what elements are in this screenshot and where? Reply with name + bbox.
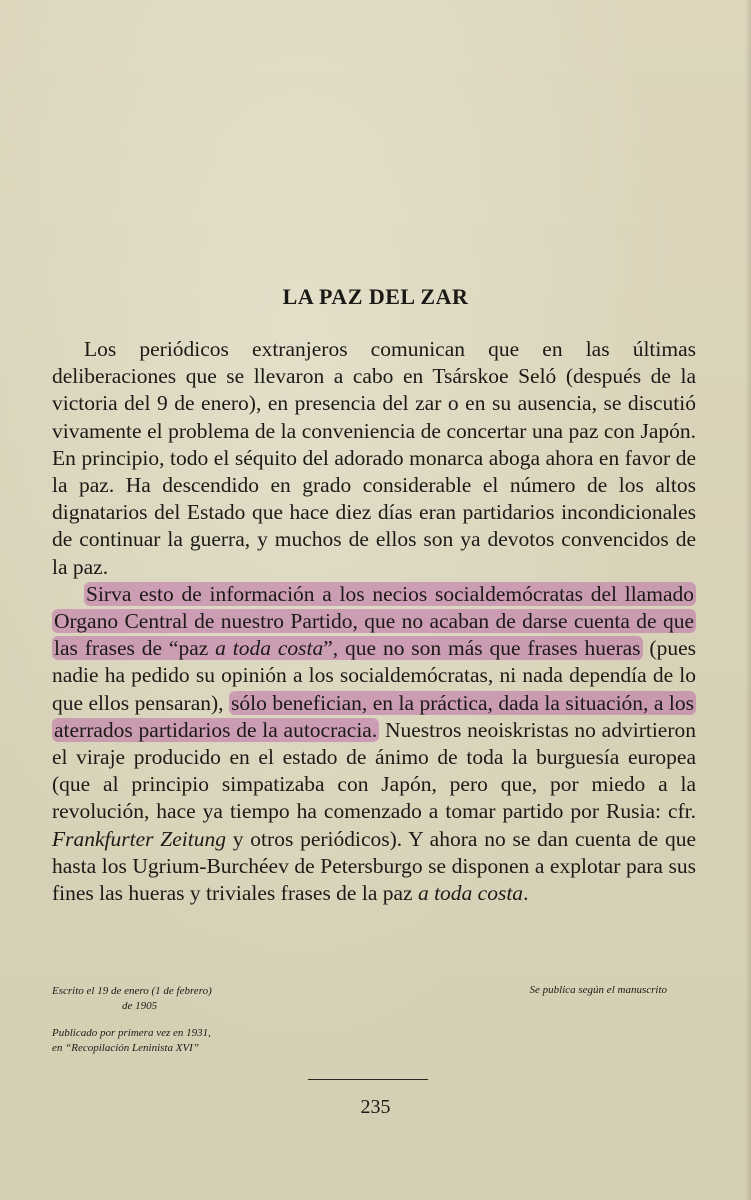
footnote-source: Se publica según el manuscrito	[529, 984, 667, 996]
footer-rule	[308, 1079, 428, 1080]
footnote-line: de 1905	[122, 1000, 158, 1012]
highlight-2: sólo benefician, en la práctica, dada la situación, a los aterrados partidarios de la autocracia.	[54, 690, 695, 742]
footnote-line: Publicado por primera vez en 1931,	[52, 1027, 211, 1039]
highlight-1: Sirva esto de información a los necios socialdemócratas del llamado Organo Central de nuestro Partido, que no acaban de darse cuenta de que las frases de “paz a toda costa”, que no son más que frases hueras	[54, 581, 694, 661]
paragraph-2: Sirva esto de información a los necios socialdemócratas del llamado Organo Central de nuestro Partido, que no acaban de darse cuenta de que las frases de “paz a toda costa”, que no son más que frases hueras (pues nadie ha pedido su opinión a los socialdemócratas, ni nada dependía de lo que ellos pensaran), sólo benefician, en la práctica, dada la situación, a los aterrados partidarios de la autocracia. Nuestros neoiskristas no advirtieron el viraje producido en el estado de ánimo de toda la burguesía europea (que al principio simpatizaba con Japón, pero que, por miedo a la revolución, hace ya tiempo ha comenzado a tomar partido por Rusia: cfr. Frankfurter Zeitung y otros periódicos). Y ahora no se dan cuenta de que hasta los Ugrium-Burchéev de Petersburgo se disponen a explotar para sus fines las hueras y triviales frases de la paz a toda costa.	[52, 581, 697, 906]
page-number: 235	[360, 1096, 391, 1118]
chapter-title: LA PAZ DEL ZAR	[282, 284, 469, 309]
paragraph-1: Los periódicos extranjeros comunican que en las últimas deliberaciones que se llevaron a cabo en Tsárskoe Seló (después de la victoria del 9 de enero), en presencia del zar o en su ausencia, se discutió vivamente el problema de la conveniencia de concertar una paz con Japón. En principio, todo el séquito del adorado monarca aboga ahora en favor de la paz. Ha descendido en grado considerable el número de los altos dignatarios del Estado que hace diez días eran partidarios incondicionales de continuar la guerra, y muchos de ellos son ya devotos convencidos de la paz.	[52, 337, 696, 579]
footnote-line: en “Recopilación Leninista XVI”	[52, 1042, 199, 1054]
footnote-writing-info	[52, 984, 212, 1056]
body-text	[52, 336, 696, 907]
footnote-line: Escrito el 19 de enero (1 de febrero)	[52, 985, 212, 997]
page-edge-shadow	[745, 0, 751, 1200]
